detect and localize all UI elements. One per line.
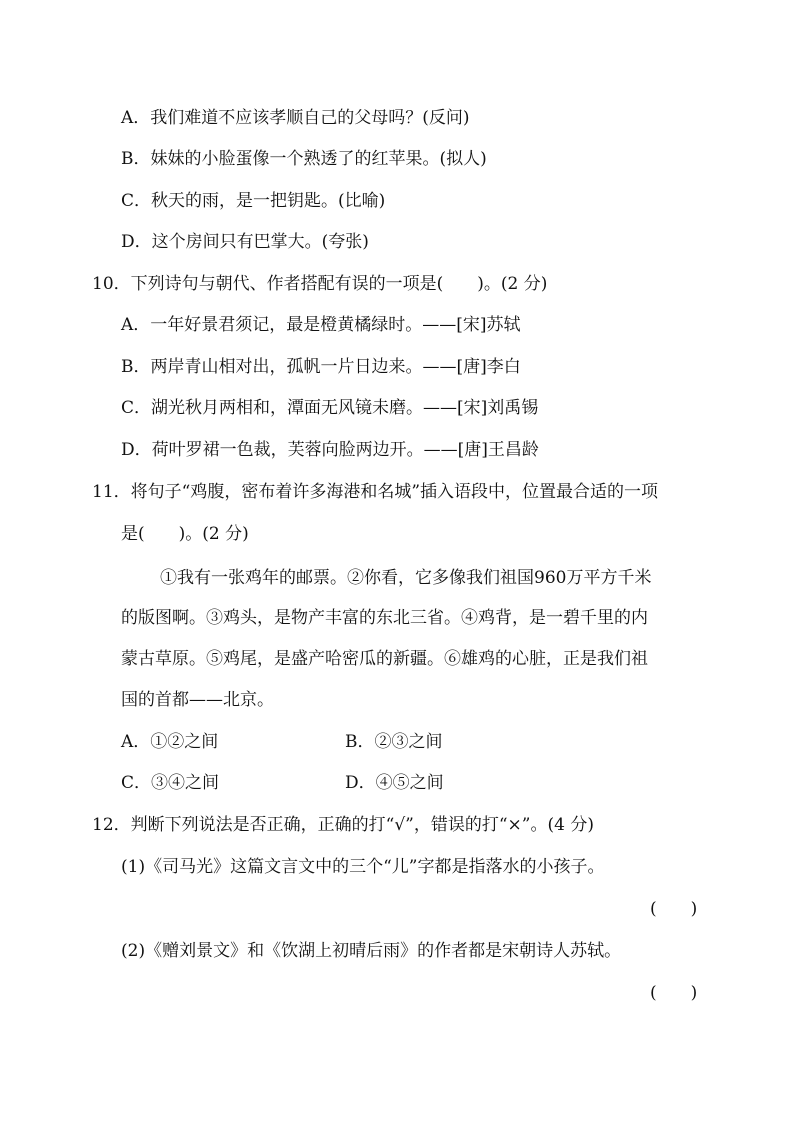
q10-option-a: A．一年好景君须记，最是橙黄橘绿时。——[宋]苏轼 (121, 315, 521, 335)
q11-passage-line3: 蒙古草原。⑤鸡尾，是盛产哈密瓜的新疆。⑥雄鸡的心脏，正是我们祖 (121, 649, 648, 669)
q9-option-d: D．这个房间只有巴掌大。(夸张) (121, 232, 369, 252)
q12-item-1: (1)《司马光》这篇文言文中的三个“儿”字都是指落水的小孩子。 (121, 857, 605, 877)
q10-option-d: D．荷叶罗裙一色裁，芙蓉向脸两边开。——[唐]王昌龄 (121, 440, 539, 460)
q11-option-b: B．②③之间 (345, 732, 443, 752)
q10-option-b: B．两岸青山相对出，孤帆一片日边来。——[唐]李白 (121, 357, 521, 377)
q11-stem-line2: 是( )。(2 分) (121, 524, 249, 544)
q12-item-1-answer-blank[interactable]: ( ) (650, 899, 698, 919)
q10-stem: 10．下列诗句与朝代、作者搭配有误的一项是( )。(2 分) (92, 274, 548, 294)
q12-item-2: (2)《赠刘景文》和《饮湖上初晴后雨》的作者都是宋朝诗人苏轼。 (121, 941, 622, 961)
q11-option-d: D．④⑤之间 (345, 773, 444, 793)
q12-item-2-answer-blank[interactable]: ( ) (650, 983, 698, 1003)
q9-option-a: A．我们难道不应该孝顺自己的父母吗？(反问) (121, 108, 470, 128)
q9-option-b: B．妹妹的小脸蛋像一个熟透了的红苹果。(拟人) (121, 149, 487, 169)
q12-stem: 12．判断下列说法是否正确，正确的打“√”，错误的打“×”。(4 分) (92, 815, 594, 835)
q11-passage-line4: 国的首都——北京。 (121, 690, 274, 710)
q11-option-c: C．③④之间 (121, 773, 220, 793)
q11-stem-line1: 11．将句子“鸡腹，密布着许多海港和名城”插入语段中，位置最合适的一项 (92, 482, 659, 502)
q11-option-a: A．①②之间 (121, 732, 219, 752)
q11-passage-line1: ①我有一张鸡年的邮票。②你看，它多像我们祖国960万平方千米 (160, 568, 652, 588)
q11-passage-line2: 的版图啊。③鸡头，是物产丰富的东北三省。④鸡背，是一碧千里的内 (121, 608, 648, 628)
q10-option-c: C．湖光秋月两相和，潭面无风镜未磨。——[宋]刘禹锡 (121, 398, 539, 418)
q9-option-c: C．秋天的雨，是一把钥匙。(比喻) (121, 191, 386, 211)
